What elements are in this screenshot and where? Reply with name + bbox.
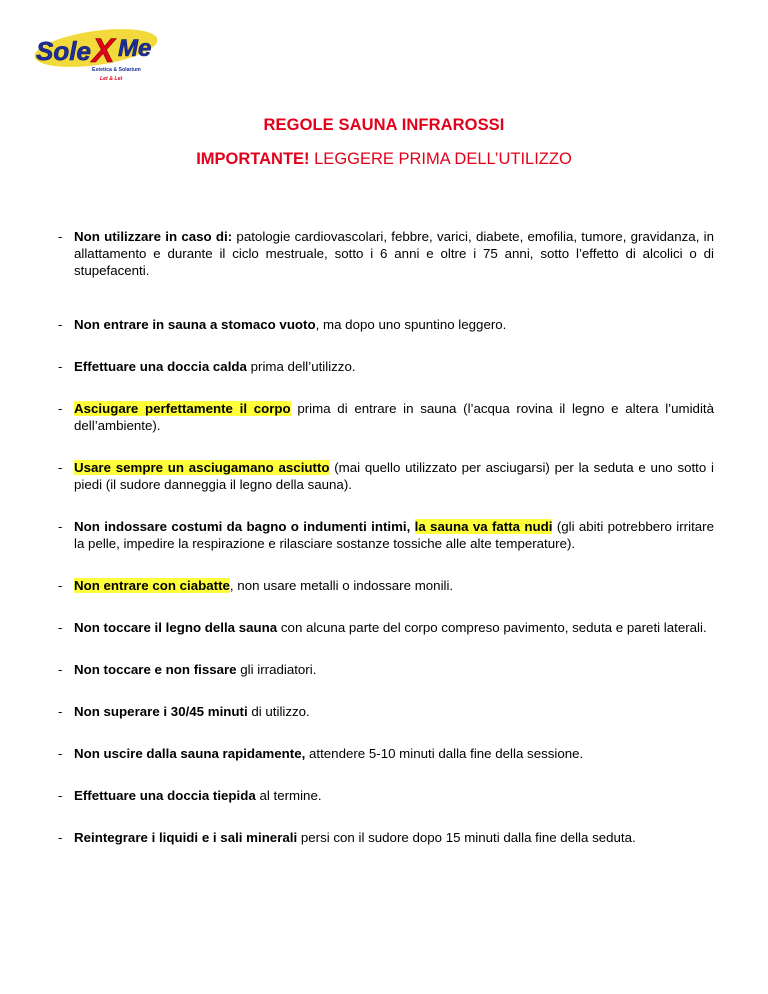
rule-text: al termine. [255,788,322,803]
rule-emphasis: Non utilizzare in caso di: [74,229,233,244]
svg-text:X: X [92,32,115,70]
rule-text: con alcuna parte del corpo compreso pavimento, seduta e pareti laterali. [277,620,707,635]
bullet-dash: - [58,746,63,761]
bullet-dash: - [58,578,63,593]
rule-emphasis: Effettuare una doccia tiepida [74,788,256,803]
rule-item [58,518,714,552]
page-title: REGOLE SAUNA INFRAROSSI [263,116,505,134]
highlighted-text: Non entrare con ciabatte [74,578,230,593]
solexme-logo [30,26,170,88]
rule-item [58,358,714,375]
rule-emphasis: Non indossare costumi da bagno o indumenti intimi, [74,519,415,534]
rule-emphasis: Non toccare e non fissare [74,662,237,677]
rule-emphasis: Non superare i 30/45 minuti [74,704,248,719]
svg-text:Sole: Sole [36,36,91,66]
header [0,116,768,169]
bullet-dash: - [58,401,63,416]
rule-emphasis: Non toccare il legno della sauna [74,620,278,635]
rule-emphasis: Non entrare in sauna a stomaco vuoto [74,317,316,332]
rule-emphasis: Effettuare una doccia calda [74,359,247,374]
rule-text: , ma dopo uno spuntino leggero. [315,317,507,332]
rule-item [58,829,714,846]
bullet-dash: - [58,229,63,244]
rule-text: patologie cardiovascolari, febbre, varici, diabete, emofilia, tumore, gravidanza, in allattamento e durante il ciclo mestruale, sotto i 6 anni e oltre i 75 anni, sotto l’effetto di alcolici o di stupefacenti. [74,229,714,278]
rule-text: di utilizzo. [247,704,310,719]
rule-emphasis: Reintegrare i liquidi e i sali minerali [74,830,298,845]
rule-text: persi con il sudore dopo 15 minuti dalla fine della seduta. [297,830,636,845]
svg-text:Me: Me [118,35,152,62]
rule-item [58,577,714,594]
bullet-dash: - [58,519,63,534]
rule-item [58,619,714,636]
rule-item [58,228,714,279]
rule-item [58,316,714,333]
rule-text: , non usare metalli o indossare monili. [229,578,454,593]
subtitle-text: LEGGERE PRIMA DELL’UTILIZZO [309,150,572,168]
page-subtitle [0,150,768,169]
rule-text: prima di entrare in sauna (l’acqua rovina il legno e altera l’umidità dell’ambiente). [74,401,714,433]
rule-item [58,745,714,762]
rule-text: (gli abiti potrebbero irritare la pelle, impedire la respirazione e rilasciare sostanze tossiche alle alte temperature). [74,519,714,551]
rule-item [58,459,714,493]
logo-line2: Let & Let [100,76,123,82]
rule-emphasis: Non uscire dalla sauna rapidamente, [74,746,306,761]
rule-item [58,703,714,720]
bullet-dash: - [58,620,63,635]
bullet-dash: - [58,359,63,374]
rule-item [58,400,714,434]
rule-item [58,661,714,678]
bullet-dash: - [58,830,63,845]
bullet-dash: - [58,704,63,719]
highlighted-text: Usare sempre un asciugamano asciutto [74,460,330,475]
rule-item [58,787,714,804]
subtitle-emphasis: IMPORTANTE! [196,150,310,168]
bullet-dash: - [58,662,63,677]
bullet-dash: - [58,788,63,803]
rule-text: attendere 5-10 minuti dalla fine della sessione. [305,746,584,761]
rule-text: (mai quello utilizzato per asciugarsi) per la seduta e uno sotto i piedi (il sudore danneggia il legno della sauna). [74,460,714,492]
rule-text: prima dell’utilizzo. [246,359,356,374]
logo-line1: Estetica & Solarium [92,67,141,73]
rules-list [58,228,714,846]
highlighted-text: la sauna va fatta nudi [414,519,553,534]
bullet-dash: - [58,317,63,332]
bullet-dash: - [58,460,63,475]
rule-text: gli irradiatori. [236,662,317,677]
highlighted-text: Asciugare perfettamente il corpo [74,401,291,416]
